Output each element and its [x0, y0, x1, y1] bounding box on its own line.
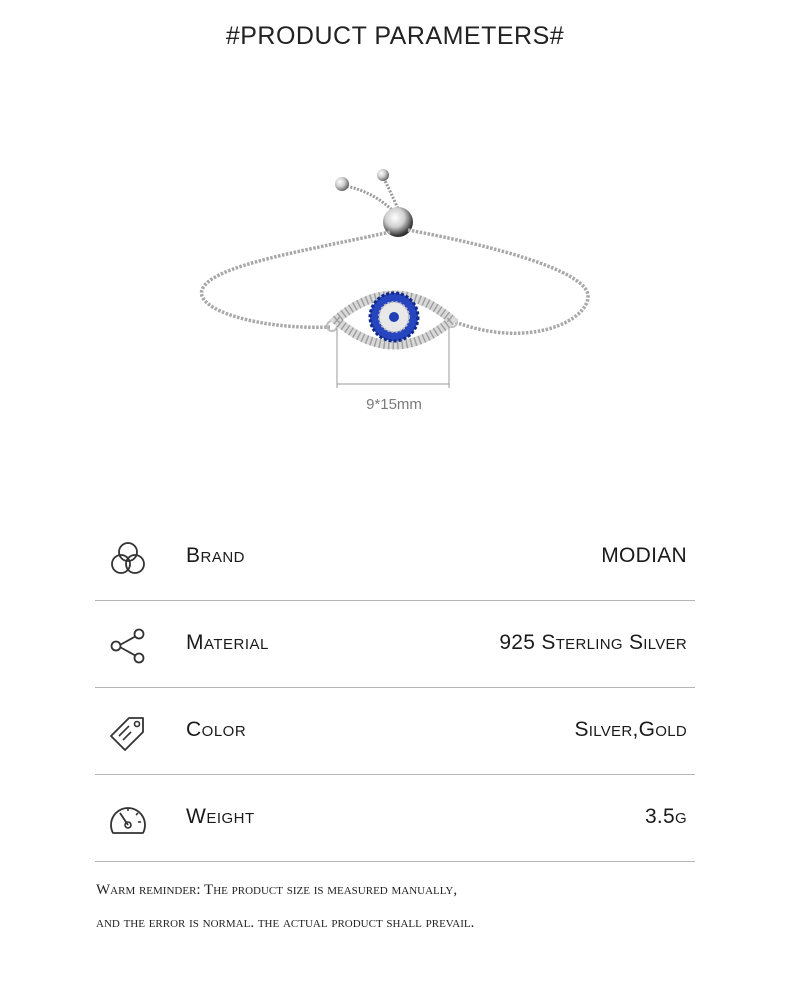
- brand-circles-icon: [107, 538, 149, 580]
- param-label: Brand: [186, 544, 246, 567]
- param-value: 925 Sterling Silver: [499, 631, 687, 654]
- warm-reminder-line-2: and the error is normal. the actual product shall prevail.: [96, 915, 475, 931]
- param-row-material: [95, 601, 695, 688]
- page-title: #PRODUCT PARAMETERS#: [225, 22, 565, 50]
- product-parameters-table: [95, 514, 695, 862]
- param-value: Silver,Gold: [574, 718, 687, 741]
- param-row-color: [95, 688, 695, 775]
- param-label: Weight: [186, 805, 255, 828]
- param-value: 3.5g: [644, 805, 687, 828]
- weight-scale-icon: [107, 799, 149, 841]
- param-label: Color: [186, 718, 247, 741]
- evil-eye-bracelet-image: [190, 160, 600, 420]
- param-row-weight: [95, 775, 695, 862]
- dimension-label: 9*15mm: [366, 396, 422, 413]
- param-value: MODIAN: [601, 544, 687, 567]
- share-nodes-icon: [107, 625, 149, 667]
- warm-reminder-line-1: Warm reminder: The product size is measured manually,: [96, 882, 458, 898]
- param-label: Material: [186, 631, 269, 654]
- price-tag-icon: [107, 712, 149, 754]
- param-row-brand: [95, 514, 695, 601]
